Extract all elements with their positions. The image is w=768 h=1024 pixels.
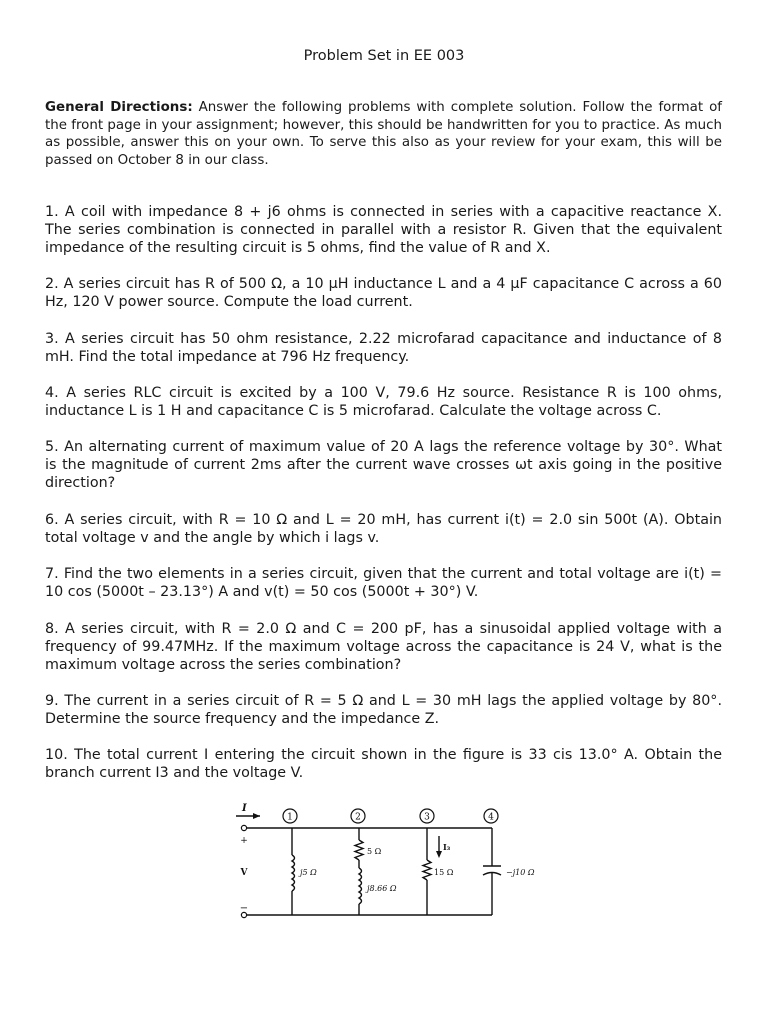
- problem-9: 9. The current in a series circuit of R = 5 Ω and L = 30 mH lags the applied voltage by 80°. Determine the source frequency and the impedance Z.: [45, 693, 722, 728]
- branch3-current-arrow-head: [436, 851, 442, 858]
- problem-1: 1. A coil with impedance 8 + j6 ohms is connected in series with a capacitive reactance X. The series combination is connected in parallel with a resistor R. Given that the equivalent impedance of the resulting circuit is 5 ohms, find the value of R and X.: [45, 204, 722, 257]
- branch2-resistor: [355, 840, 363, 860]
- branch3-current-label: I₃: [443, 842, 451, 852]
- branch2-inductor-label: j8.66 Ω: [367, 884, 397, 893]
- node-4-label: 4: [488, 812, 494, 823]
- directions-text: Answer the following problems with complete solution. Follow the format of the front page in your assignment; however, this should be handwritten for you to practice. As much as possible, answer this on your own. To serve this also as your review for your exam, this will be passed on October 8 in our class.: [45, 100, 722, 168]
- general-directions: [45, 99, 722, 169]
- current-label: I: [242, 803, 247, 814]
- problem-3: 3. A series circuit has 50 ohm resistance, 2.22 microfarad capacitance and inductance of 8 mH. Find the total impedance at 796 Hz frequency.: [45, 331, 722, 366]
- plus-sign: +: [240, 836, 248, 846]
- branch3-label: 15 Ω: [434, 868, 454, 877]
- node-2-label: 2: [355, 812, 361, 823]
- branch1-label: j5 Ω: [300, 868, 317, 877]
- problem-5: 5. An alternating current of maximum value of 20 A lags the reference voltage by 30°. What is the magnitude of current 2ms after the current wave crosses ωt axis going in the positive direction?: [45, 439, 722, 492]
- current-arrow-head: [253, 813, 260, 819]
- problem-8: 8. A series circuit, with R = 2.0 Ω and C = 200 pF, has a sinusoidal applied voltage with a frequency of 99.47MHz. If the maximum voltage across the capacitance is 24 V, what is the maximum voltage across the series combination?: [45, 621, 722, 674]
- voltage-label: V: [240, 868, 248, 878]
- problem-4: 4. A series RLC circuit is excited by a 100 V, 79.6 Hz source. Resistance R is 100 ohms, inductance L is 1 H and capacitance C is 5 microfarad. Calculate the voltage across C.: [45, 385, 722, 420]
- directions-label: General Directions:: [45, 100, 193, 115]
- minus-sign: −: [239, 903, 249, 914]
- page-title: Problem Set in EE 003: [303, 48, 465, 64]
- terminal-top: [241, 825, 246, 830]
- branch3-resistor: [423, 860, 431, 880]
- circuit-figure: [232, 800, 542, 925]
- branch2-resistor-label: 5 Ω: [367, 847, 382, 856]
- problem-2: 2. A series circuit has R of 500 Ω, a 10 µH inductance L and a 4 µF capacitance C across a 60 Hz, 120 V power source. Compute the load current.: [45, 276, 722, 311]
- branch4-label: −j10 Ω: [506, 868, 535, 877]
- circuit-diagram: [232, 800, 542, 925]
- branch2-inductor: [359, 868, 362, 904]
- node-1-label: 1: [287, 812, 293, 823]
- problem-6: 6. A series circuit, with R = 10 Ω and L = 20 mH, has current i(t) = 2.0 sin 500t (A). Obtain total voltage v and the angle by which i lags v.: [45, 512, 722, 547]
- branch1-inductor: [292, 855, 295, 891]
- problem-10: 10. The total current I entering the circuit shown in the figure is 33 cis 13.0° A. Obtain the branch current I3 and the voltage V.: [45, 747, 722, 782]
- problem-7: 7. Find the two elements in a series circuit, given that the current and total voltage are i(t) = 10 cos (5000t – 23.13°) A and v(t) = 50 cos (5000t + 30°) V.: [45, 566, 722, 601]
- node-3-label: 3: [424, 812, 430, 823]
